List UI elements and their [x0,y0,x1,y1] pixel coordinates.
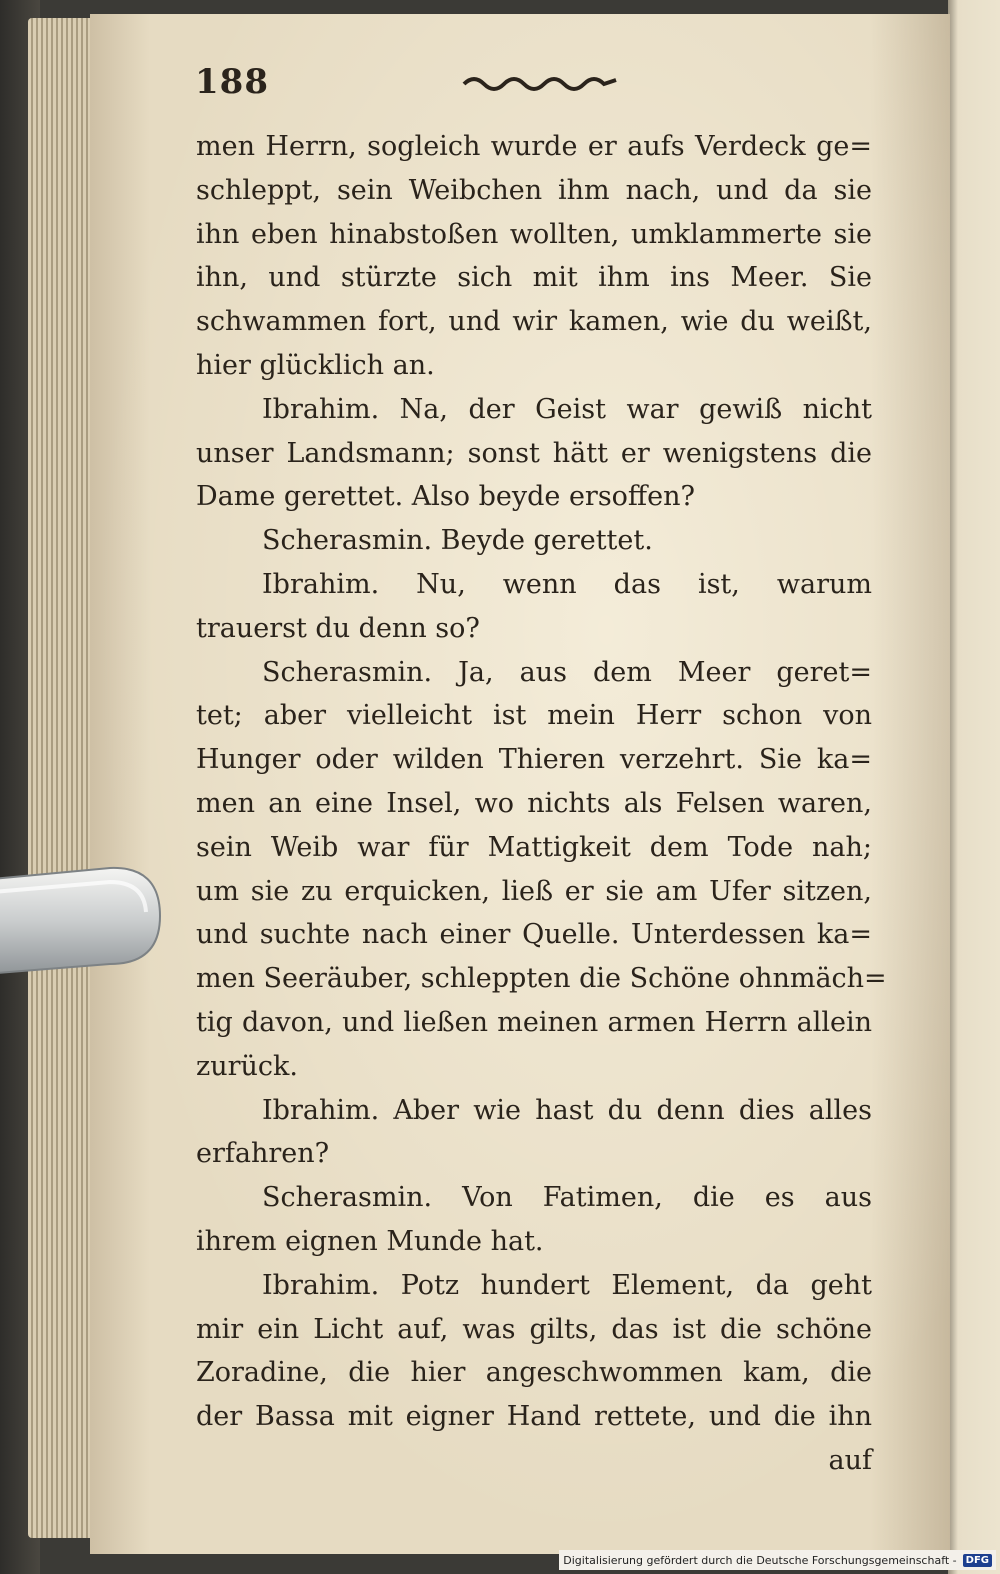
page-header [195,62,875,112]
dialogue-line: Scherasmin. Von Fatimen, die es aus [262,1182,872,1214]
facing-page-edge [948,0,1000,1574]
text-line: ihn eben hinabstoßen wollten, umklammerte sie [196,218,872,250]
text-line: und suchte nach einer Quelle. Unterdessen ka= [196,919,872,951]
text-line: schwammen fort, und wir kamen, wie du weißt, [196,306,872,338]
text-line: zurück. [196,1050,298,1082]
text-line: um sie zu erquicken, ließ er sie am Ufer sitzen, [196,875,872,907]
dialogue-line: Ibrahim. Aber wie hast du denn dies alles [262,1094,872,1126]
dialogue-line: Ibrahim. Potz hundert Element, da geht [262,1269,872,1301]
page-text [196,125,887,1483]
text-line: erfahren? [196,1138,330,1170]
text-line: unser Landsmann; sonst hätt er wenigstens die [196,437,872,469]
text-line: men Seeräuber, schleppten die Schöne ohnmäch= [196,963,887,995]
text-line: sein Weib war für Mattigkeit dem Tode nah; [196,831,872,863]
dialogue-line: Ibrahim. Nu, wenn das ist, warum [262,568,872,600]
page-number: 188 [195,62,269,102]
text-line: hier glücklich an. [196,349,435,381]
text-line: tig davon, und ließen meinen armen Herrn allein [196,1006,872,1038]
dialogue-line: Ibrahim. Na, der Geist war gewiß nicht [262,393,872,425]
text-line: der Bassa mit eigner Hand rettete, und die ihn [196,1401,872,1433]
text-line: Dame gerettet. Also beyde ersoffen? [196,481,695,513]
catchword: auf [828,1444,872,1476]
page-holder-clip [0,860,165,978]
text-line: mir ein Licht auf, was gilts, das ist die schöne [196,1313,872,1345]
dialogue-line: Scherasmin. Beyde gerettet. [262,525,653,557]
text-line: Zoradine, die hier angeschwommen kam, die [196,1357,872,1389]
dialogue-line: Scherasmin. Ja, aus dem Meer geret= [262,656,872,688]
text-line: men Herrn, sogleich wurde er aufs Verdeck ge= [196,131,872,162]
text-line: ihn, und stürzte sich mit ihm ins Meer. Sie [196,262,872,294]
digitization-footer [559,1550,996,1570]
text-line: trauerst du denn so? [196,612,480,644]
text-line: tet; aber vielleicht ist mein Herr schon von [196,700,872,732]
footer-credit: Digitalisierung gefördert durch die Deutsche Forschungsgemeinschaft - [563,1553,957,1567]
wavy-line-ornament-icon [460,70,620,94]
text-line: ihrem eignen Munde hat. [196,1225,544,1257]
text-line: schleppt, sein Weibchen ihm nach, und da sie [196,174,872,206]
text-line: men an eine Insel, wo nichts als Felsen waren, [196,787,872,819]
dfg-logo-icon: DFG [963,1554,992,1567]
text-line: Hunger oder wilden Thieren verzehrt. Sie ka= [196,744,872,776]
